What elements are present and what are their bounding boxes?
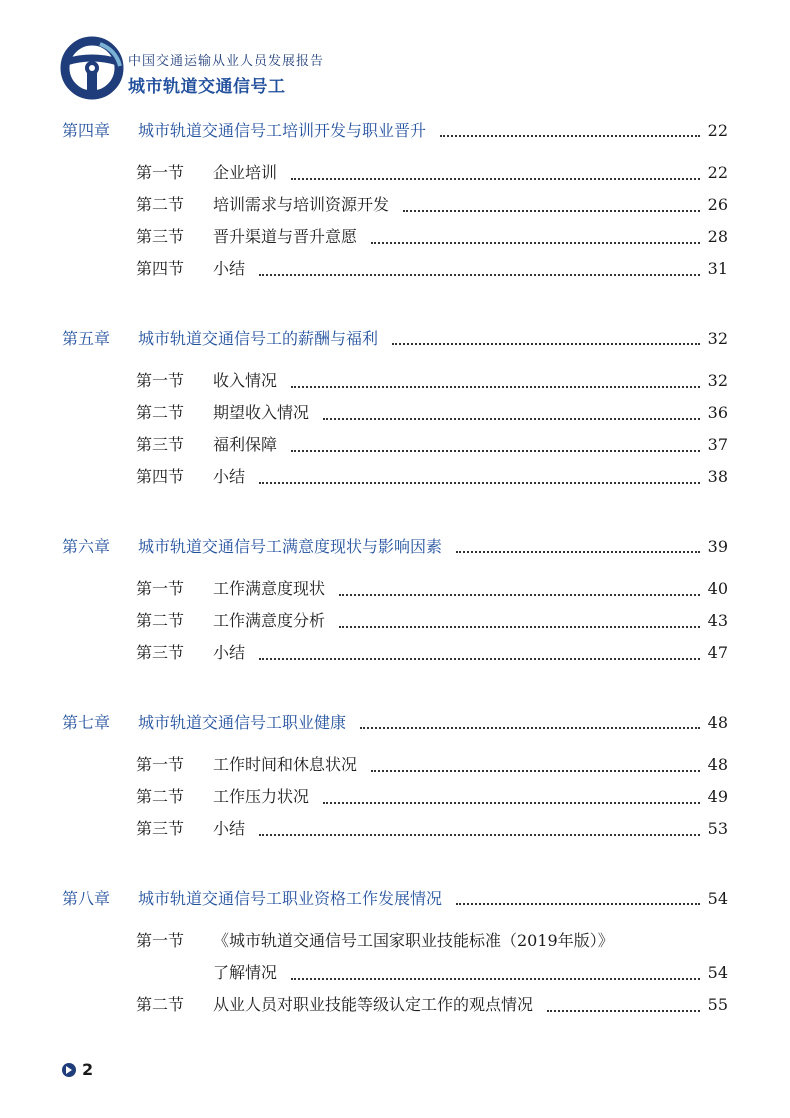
section-number: 第一节 — [136, 755, 185, 774]
chapter-number: 第五章 — [62, 329, 111, 348]
dot-leader — [259, 482, 700, 484]
section-number: 第二节 — [136, 195, 185, 214]
section-entry[interactable] — [62, 608, 728, 640]
page-number: 2 — [82, 1060, 94, 1079]
section-page: 55 — [707, 995, 728, 1014]
book-title: 城市轨道交通信号工 — [128, 77, 286, 97]
section-number: 第四节 — [136, 259, 185, 278]
section-number: 第二节 — [136, 995, 185, 1014]
dot-leader — [440, 135, 700, 137]
section-title-continued: 了解情况 — [213, 963, 278, 982]
chapter-page: 39 — [707, 537, 728, 556]
chapter-block — [62, 326, 728, 496]
page-footer — [62, 1060, 93, 1079]
chapter-block — [62, 534, 728, 672]
section-page: 48 — [707, 755, 728, 774]
section-entry[interactable] — [62, 160, 728, 192]
section-title: 小结 — [213, 643, 246, 662]
section-page: 32 — [707, 371, 728, 390]
chapter-block — [62, 886, 728, 1024]
section-title: 工作时间和休息状况 — [213, 755, 358, 774]
chapter-block — [62, 118, 728, 288]
section-entry[interactable] — [62, 192, 728, 224]
chapter-title: 城市轨道交通信号工的薪酬与福利 — [138, 329, 379, 348]
section-entry[interactable] — [62, 576, 728, 608]
section-page: 22 — [707, 163, 728, 182]
section-page: 47 — [707, 643, 728, 662]
dot-leader — [291, 978, 700, 980]
section-title: 工作满意度现状 — [213, 579, 326, 598]
section-entry[interactable] — [62, 816, 728, 848]
section-title: 培训需求与培训资源开发 — [213, 195, 390, 214]
dot-leader — [259, 834, 700, 836]
section-entry[interactable] — [62, 400, 728, 432]
section-number: 第一节 — [136, 579, 185, 598]
section-title: 工作压力状况 — [213, 787, 310, 806]
running-header — [60, 36, 380, 106]
dot-leader — [259, 274, 700, 276]
section-title: 期望收入情况 — [213, 403, 310, 422]
section-number: 第一节 — [136, 163, 185, 182]
section-page: 38 — [707, 467, 728, 486]
section-number: 第三节 — [136, 435, 185, 454]
section-entry[interactable] — [62, 928, 728, 992]
section-title: 小结 — [213, 467, 246, 486]
section-page: 53 — [707, 819, 728, 838]
section-entry[interactable] — [62, 256, 728, 288]
dot-leader — [456, 903, 700, 905]
section-page: 54 — [707, 963, 728, 982]
steering-wheel-logo-icon — [60, 36, 124, 100]
dot-leader — [456, 551, 700, 553]
section-title: 工作满意度分析 — [213, 611, 326, 630]
dot-leader — [339, 594, 700, 596]
chapter-page: 54 — [707, 889, 728, 908]
chapter-entry[interactable] — [62, 326, 728, 356]
dot-leader — [547, 1010, 700, 1012]
section-title: 晋升渠道与晋升意愿 — [213, 227, 358, 246]
chapter-title: 城市轨道交通信号工满意度现状与影响因素 — [138, 537, 443, 556]
dot-leader — [259, 658, 700, 660]
section-number: 第一节 — [136, 371, 185, 390]
section-page: 49 — [707, 787, 728, 806]
table-of-contents — [62, 118, 728, 1062]
chapter-number: 第六章 — [62, 537, 111, 556]
page-marker-icon — [62, 1063, 76, 1077]
section-title: 小结 — [213, 819, 246, 838]
chapter-page: 22 — [707, 121, 728, 140]
section-entry[interactable] — [62, 224, 728, 256]
chapter-number: 第七章 — [62, 713, 111, 732]
section-title: 从业人员对职业技能等级认定工作的观点情况 — [213, 995, 534, 1014]
chapter-page: 32 — [707, 329, 728, 348]
dot-leader — [371, 770, 700, 772]
section-page: 31 — [707, 259, 728, 278]
section-page: 26 — [707, 195, 728, 214]
dot-leader — [323, 802, 700, 804]
section-number: 第二节 — [136, 611, 185, 630]
chapter-title: 城市轨道交通信号工培训开发与职业晋升 — [138, 121, 427, 140]
section-title: 《城市轨道交通信号工国家职业技能标准（2019年版）》 — [213, 931, 614, 950]
dot-leader — [392, 343, 700, 345]
section-page: 43 — [707, 611, 728, 630]
section-title: 小结 — [213, 259, 246, 278]
section-entry[interactable] — [62, 784, 728, 816]
section-title: 收入情况 — [213, 371, 278, 390]
chapter-block — [62, 710, 728, 848]
chapter-number: 第八章 — [62, 889, 111, 908]
section-number: 第四节 — [136, 467, 185, 486]
section-entry[interactable] — [62, 432, 728, 464]
section-page: 36 — [707, 403, 728, 422]
section-number: 第二节 — [136, 403, 185, 422]
chapter-page: 48 — [707, 713, 728, 732]
chapter-number: 第四章 — [62, 121, 111, 140]
section-number: 第一节 — [136, 931, 185, 950]
section-number: 第三节 — [136, 819, 185, 838]
section-page: 28 — [707, 227, 728, 246]
dot-leader — [291, 450, 700, 452]
section-entry[interactable] — [62, 464, 728, 496]
dot-leader — [403, 210, 700, 212]
section-entry[interactable] — [62, 368, 728, 400]
section-number: 第三节 — [136, 643, 185, 662]
section-entry[interactable] — [62, 992, 728, 1024]
section-page: 37 — [707, 435, 728, 454]
dot-leader — [360, 727, 700, 729]
chapter-entry[interactable] — [62, 118, 728, 148]
chapter-entry[interactable] — [62, 710, 728, 740]
dot-leader — [323, 418, 700, 420]
dot-leader — [371, 242, 700, 244]
dot-leader — [291, 178, 700, 180]
series-title: 中国交通运输从业人员发展报告 — [128, 54, 325, 69]
chapter-entry[interactable] — [62, 534, 728, 564]
chapter-entry[interactable] — [62, 886, 728, 916]
section-entry[interactable] — [62, 640, 728, 672]
section-entry[interactable] — [62, 752, 728, 784]
section-title: 福利保障 — [213, 435, 278, 454]
dot-leader — [291, 386, 700, 388]
section-title: 企业培训 — [213, 163, 278, 182]
section-number: 第三节 — [136, 227, 185, 246]
section-number: 第二节 — [136, 787, 185, 806]
dot-leader — [339, 626, 700, 628]
chapter-title: 城市轨道交通信号工职业资格工作发展情况 — [138, 889, 443, 908]
chapter-title: 城市轨道交通信号工职业健康 — [138, 713, 347, 732]
section-page: 40 — [707, 579, 728, 598]
